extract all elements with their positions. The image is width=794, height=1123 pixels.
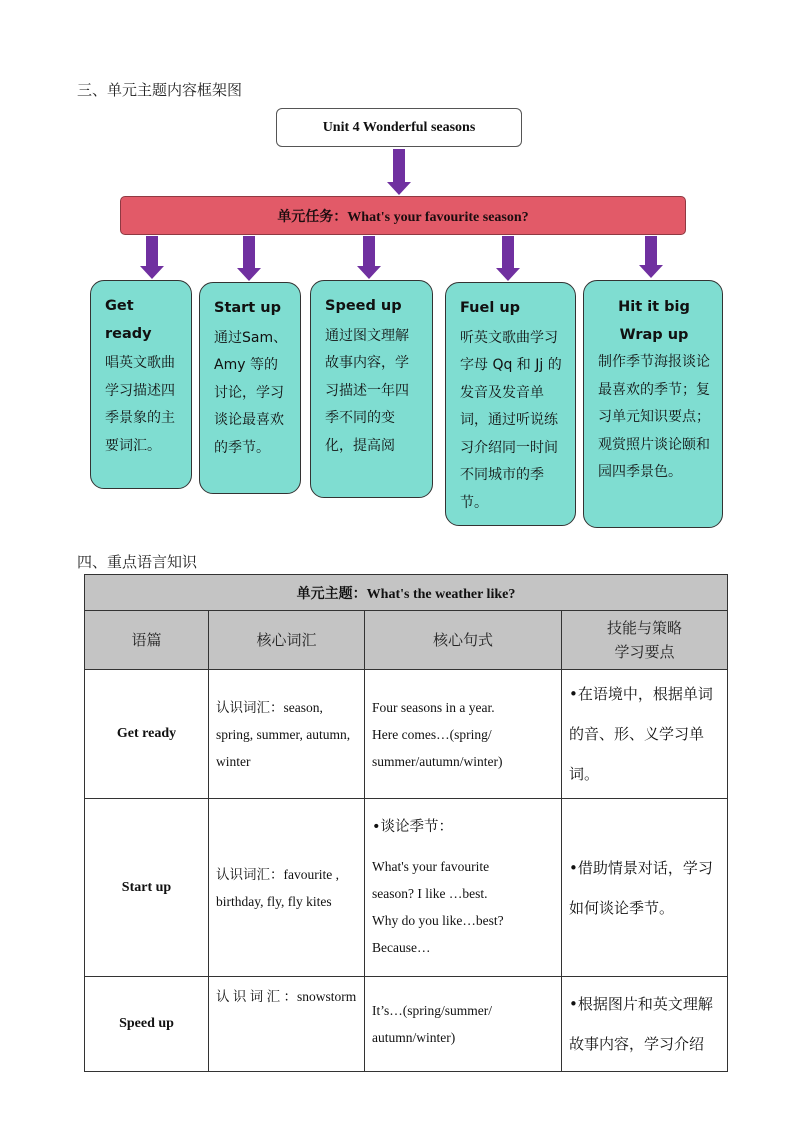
row-sentences bbox=[365, 977, 562, 1072]
header-strategy-line2: 学习要点 bbox=[614, 643, 675, 661]
header-strategy-line1: 技能与策略 bbox=[606, 619, 682, 637]
unit-task-text: 单元任务：What's your favourite season? bbox=[277, 209, 529, 225]
language-knowledge-table bbox=[84, 574, 728, 1072]
header-vocab: 核心词汇 bbox=[209, 611, 365, 670]
arrow-down-icon bbox=[357, 236, 381, 279]
sentence-line: Because… bbox=[372, 940, 431, 955]
arrow-down-icon bbox=[387, 149, 411, 195]
arrow-down-icon bbox=[639, 236, 663, 278]
card-title: Hit it big bbox=[618, 299, 690, 315]
section-3-heading: 三、单元主题内容框架图 bbox=[77, 81, 243, 99]
row-strategy: •借助情景对话，学习如何谈论季节。 bbox=[562, 799, 728, 977]
unit-title: Unit 4 Wonderful seasons bbox=[322, 119, 476, 135]
row-sentences bbox=[365, 670, 562, 799]
card-hit-it-big bbox=[583, 280, 723, 528]
header-section: 语篇 bbox=[85, 611, 209, 670]
sentence-line: Why do you like…best? bbox=[372, 913, 504, 928]
table-row bbox=[85, 799, 728, 977]
row-section: Start up bbox=[85, 799, 209, 977]
table-row bbox=[85, 670, 728, 799]
section-4-heading: 四、重点语言知识 bbox=[77, 553, 198, 571]
card-body: 听英文歌曲学习字母 Qq 和 Jj 的发音及发音单词，通过听说练习介绍同一时间不同城市的季节。 bbox=[460, 329, 562, 511]
sentence-line: season? I like …best. bbox=[372, 886, 488, 901]
card-body: 通过Sam、Amy 等的讨论，学习谈论最喜欢的季节。 bbox=[214, 329, 288, 456]
card-body: 制作季节海报谈论最喜欢的季节；复习单元知识要点；观赏照片谈论颐和园四季景色。 bbox=[598, 354, 710, 480]
row-vocab: 认识词汇：season, spring, summer, autumn, winter bbox=[209, 670, 365, 799]
card-body: 唱英文歌曲学习描述四季景象的主要词汇。 bbox=[105, 355, 175, 454]
card-fuel-up bbox=[445, 282, 576, 526]
header-sentences: 核心句式 bbox=[365, 611, 562, 670]
card-title: Speed up bbox=[325, 298, 402, 314]
table-row bbox=[85, 977, 728, 1072]
sentence-line: Here comes…(spring/ bbox=[372, 726, 492, 742]
row-vocab: 认识词汇：favourite , birthday, fly, fly kites bbox=[209, 799, 365, 977]
card-get-ready bbox=[90, 280, 192, 489]
header-strategy bbox=[562, 611, 728, 670]
row-sentences bbox=[365, 799, 562, 977]
row-strategy: •根据图片和英文理解故事内容，学习介绍 bbox=[562, 977, 728, 1072]
card-subtitle: Wrap up bbox=[619, 327, 689, 343]
row-strategy: •在语境中，根据单词的音、形、义学习单词。 bbox=[562, 670, 728, 799]
sentence-line: It’s…(spring/summer/ bbox=[372, 1003, 492, 1018]
row-section: Get ready bbox=[85, 670, 209, 799]
card-title: Start up bbox=[214, 300, 281, 316]
card-title: Get ready bbox=[105, 298, 152, 342]
arrow-down-icon bbox=[496, 236, 520, 281]
row-vocab: 认 识 词 汇 ：snowstorm bbox=[209, 977, 365, 1072]
table-theme: 单元主题：What's the weather like? bbox=[85, 575, 728, 611]
arrow-down-icon bbox=[140, 236, 164, 279]
card-speed-up bbox=[310, 280, 433, 498]
sentence-line: What's your favourite bbox=[372, 859, 490, 874]
card-title: Fuel up bbox=[460, 300, 521, 316]
sentence-line: autumn/winter) bbox=[372, 1030, 456, 1045]
row-section: Speed up bbox=[85, 977, 209, 1072]
unit-task-bar bbox=[120, 196, 686, 235]
unit-title-box bbox=[276, 108, 522, 147]
sentence-line: Four seasons in a year. bbox=[372, 699, 495, 715]
arrow-down-icon bbox=[237, 236, 261, 281]
card-start-up bbox=[199, 282, 301, 494]
card-body: 通过图文理解故事内容，学习描述一年四季不同的变化，提高阅 bbox=[325, 327, 409, 454]
sentence-line: •谈论季节： bbox=[372, 819, 454, 835]
sentence-line: summer/autumn/winter) bbox=[372, 753, 503, 769]
